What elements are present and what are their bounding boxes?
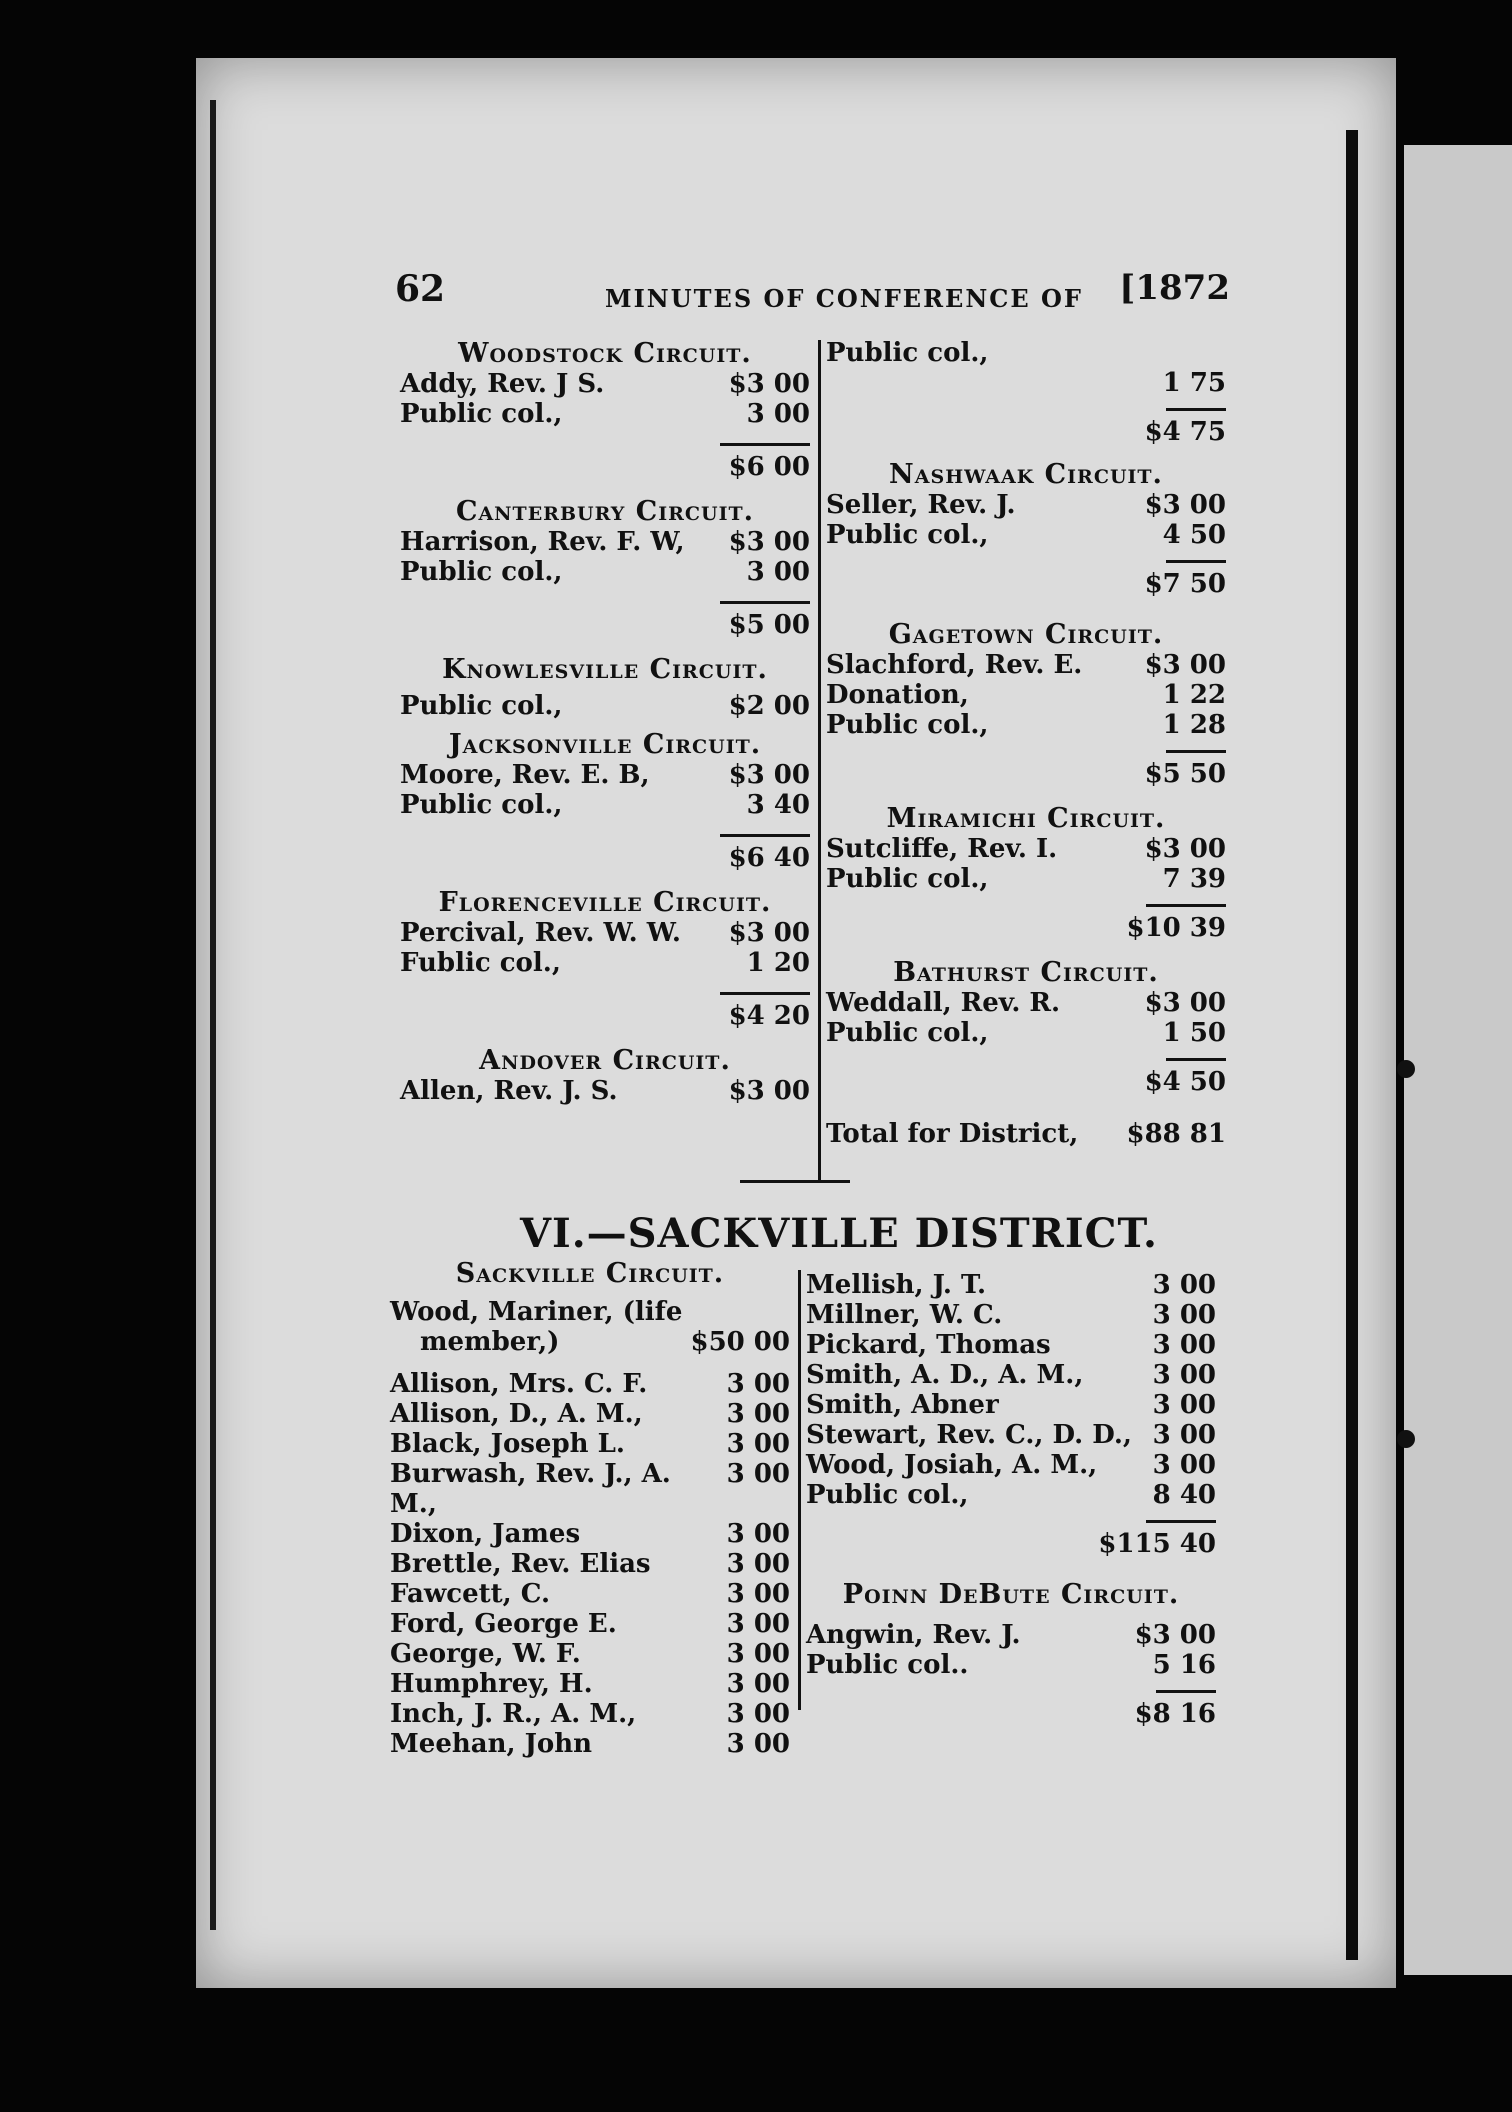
sackville-left-column xyxy=(390,1258,790,1759)
column-divider xyxy=(798,1270,801,1710)
entry-name: Public col., xyxy=(826,1018,989,1048)
circuit-total: $4 20 xyxy=(728,1001,810,1031)
entry-amount: 1 22 xyxy=(1162,680,1226,710)
entry-row xyxy=(390,1729,790,1759)
entry-amount: 3 00 xyxy=(726,1699,790,1729)
entry-name: Meehan, John xyxy=(390,1729,593,1759)
circuit-title: Miramichi Circuit. xyxy=(886,803,1166,834)
entry-name: Public col., xyxy=(400,790,563,820)
entry-amount: 3 00 xyxy=(726,1399,790,1429)
entry-name: Stewart, Rev. C., D. D., xyxy=(806,1420,1132,1450)
entry-name: member,) xyxy=(420,1327,560,1357)
entry-name: Addy, Rev. J S. xyxy=(400,369,605,399)
entry-name: Wood, Mariner, (life xyxy=(390,1297,683,1327)
entry-row xyxy=(390,1609,790,1639)
entry-name: Allen, Rev. J. S. xyxy=(400,1076,618,1106)
circuit-title: Knowlesville Circuit. xyxy=(442,654,768,685)
circuit-title: Jacksonville Circuit. xyxy=(448,729,762,760)
entry-name: Brettle, Rev. Elias xyxy=(390,1549,651,1579)
sum-rule xyxy=(1146,1520,1216,1523)
entry-amount: 3 00 xyxy=(726,1579,790,1609)
entry-row xyxy=(806,1450,1216,1480)
entry-name: Public col., xyxy=(826,710,989,740)
entry-amount: 3 00 xyxy=(1152,1390,1216,1420)
district-heading: VI.—SACKVILLE DISTRICT. xyxy=(520,1210,1158,1257)
entry-amount: 3 40 xyxy=(746,790,810,820)
entry-amount: 3 00 xyxy=(726,1429,790,1459)
entry-name: George, W. F. xyxy=(390,1639,581,1669)
circuit-block xyxy=(826,338,1226,447)
entry-name: Sutcliffe, Rev. I. xyxy=(826,834,1058,864)
circuit-block xyxy=(400,1045,810,1106)
circuit-total: $10 39 xyxy=(1126,913,1226,943)
entry-amount: 3 00 xyxy=(1152,1360,1216,1390)
entry-name: Public col., xyxy=(826,864,989,894)
entry-name: Public col., xyxy=(400,399,563,429)
entry-row xyxy=(826,650,1226,680)
entry-name: Slachford, Rev. E. xyxy=(826,650,1083,680)
district-total-amount: $88 81 xyxy=(1126,1119,1226,1149)
page-header xyxy=(395,262,1230,332)
circuit-block xyxy=(826,803,1226,943)
entry-amount: $3 00 xyxy=(728,1076,810,1106)
entry-name: Public col.. xyxy=(806,1650,969,1680)
entry-amount: $3 00 xyxy=(1144,834,1226,864)
sackville-right-column xyxy=(806,1270,1216,1729)
entry-amount: $2 00 xyxy=(728,691,810,721)
page-edge xyxy=(210,100,216,1930)
entry-amount: 7 39 xyxy=(1162,864,1226,894)
circuit-total: $5 00 xyxy=(728,610,810,640)
entry-row xyxy=(390,1669,790,1699)
entry-row xyxy=(400,527,810,557)
circuit-total: $8 16 xyxy=(1134,1699,1216,1729)
circuit-title: Florenceville Circuit. xyxy=(438,887,772,918)
entry-amount: 3 00 xyxy=(726,1729,790,1759)
entry-row xyxy=(390,1639,790,1669)
entry-row xyxy=(826,520,1226,550)
circuit-total: $5 50 xyxy=(1144,759,1226,789)
entry-name: Percival, Rev. W. W. xyxy=(400,918,681,948)
circuit-block xyxy=(826,459,1226,599)
entry-name: Moore, Rev. E. B, xyxy=(400,760,650,790)
entry-amount: 3 00 xyxy=(1152,1330,1216,1360)
entry-amount: 3 00 xyxy=(1152,1420,1216,1450)
entry-amount: $3 00 xyxy=(728,527,810,557)
entry-name: Mellish, J. T. xyxy=(806,1270,987,1300)
entry-amount: $3 00 xyxy=(1144,490,1226,520)
entry-row xyxy=(806,1620,1216,1650)
entry-name: Public col., xyxy=(806,1480,969,1510)
entry-name: Public col., xyxy=(826,520,989,550)
facing-page-edge xyxy=(1404,145,1512,1975)
sum-rule xyxy=(720,443,810,446)
entry-amount: $3 00 xyxy=(1144,988,1226,1018)
circuit-total: $7 50 xyxy=(1144,569,1226,599)
circuit-title: Gagetown Circuit. xyxy=(888,619,1164,650)
entry-row xyxy=(806,1300,1216,1330)
page-year: [1872 xyxy=(1119,268,1230,308)
entry-name: Public col., xyxy=(400,691,563,721)
circuit-block xyxy=(400,887,810,1031)
entry-row xyxy=(400,918,810,948)
entry-amount: 3 00 xyxy=(1152,1300,1216,1330)
entry-row xyxy=(400,369,810,399)
sum-rule xyxy=(1166,750,1226,753)
entry-name: Weddall, Rev. R. xyxy=(826,988,1061,1018)
entry-row xyxy=(390,1459,790,1519)
entry-amount: 3 00 xyxy=(746,557,810,587)
entry-row xyxy=(390,1399,790,1429)
entry-row xyxy=(390,1519,790,1549)
entry-amount: 3 00 xyxy=(726,1669,790,1699)
entry-row xyxy=(826,368,1226,398)
circuit-total: $6 00 xyxy=(728,452,810,482)
entry-row xyxy=(806,1270,1216,1300)
sum-rule xyxy=(720,992,810,995)
entry-name: Public col., xyxy=(826,338,989,368)
district-total-row xyxy=(826,1119,1226,1149)
entry-name: Fawcett, C. xyxy=(390,1579,551,1609)
entry-name: Seller, Rev. J. xyxy=(826,490,1016,520)
sum-rule xyxy=(1166,408,1226,411)
entry-row xyxy=(806,1390,1216,1420)
circuit-total: $115 40 xyxy=(1098,1529,1216,1559)
entry-row xyxy=(390,1369,790,1399)
entry-amount: 3 00 xyxy=(1152,1270,1216,1300)
circuit-block xyxy=(400,729,810,873)
entry-row xyxy=(806,1480,1216,1510)
circuit-title: Sackville Circuit. xyxy=(455,1258,725,1289)
column-divider xyxy=(818,340,821,1180)
sum-rule xyxy=(1166,1058,1226,1061)
entry-amount: 3 00 xyxy=(726,1369,790,1399)
sum-rule xyxy=(1146,904,1226,907)
entry-row xyxy=(806,1360,1216,1390)
entry-name: Allison, D., A. M., xyxy=(390,1399,643,1429)
district-total-label: Total for District, xyxy=(826,1119,1079,1149)
entry-name: Angwin, Rev. J. xyxy=(806,1620,1021,1650)
entry-row xyxy=(826,710,1226,740)
entry-amount: 3 00 xyxy=(726,1639,790,1669)
entry-row xyxy=(400,760,810,790)
entry-name: Burwash, Rev. J., A. M., xyxy=(390,1459,671,1519)
entry-amount: 3 00 xyxy=(726,1549,790,1579)
page-number: 62 xyxy=(395,268,446,310)
circuit-title: Bathurst Circuit. xyxy=(893,957,1159,988)
entry-name: Dixon, James xyxy=(390,1519,581,1549)
circuit-total: $4 50 xyxy=(1144,1067,1226,1097)
circuit-title: Poinn DeBute Circuit. xyxy=(842,1579,1180,1610)
entry-amount: 3 00 xyxy=(726,1609,790,1639)
entry-amount: $3 00 xyxy=(728,369,810,399)
entry-row xyxy=(400,557,810,587)
left-column-top xyxy=(400,338,810,1106)
sum-rule xyxy=(1166,560,1226,563)
entry-row xyxy=(826,864,1226,894)
entry-row xyxy=(390,1699,790,1729)
entry-name: Wood, Josiah, A. M., xyxy=(806,1450,1098,1480)
entry-row xyxy=(826,834,1226,864)
circuit-block xyxy=(400,338,810,482)
entry-name: Inch, J. R., A. M., xyxy=(390,1699,637,1729)
circuit-block xyxy=(400,654,810,721)
entry-row xyxy=(400,1076,810,1106)
sum-rule xyxy=(720,834,810,837)
entry-row xyxy=(400,790,810,820)
circuit-block xyxy=(826,957,1226,1097)
entry-row xyxy=(806,1650,1216,1680)
entry-amount: $3 00 xyxy=(728,760,810,790)
binding-hole xyxy=(1397,1430,1415,1448)
entry-name: Ford, George E. xyxy=(390,1609,617,1639)
entry-amount: $3 00 xyxy=(728,918,810,948)
circuit-block xyxy=(400,496,810,640)
binding-hole xyxy=(1397,1060,1415,1078)
entry-name: Millner, W. C. xyxy=(806,1300,1003,1330)
entry-amount: 3 00 xyxy=(726,1459,790,1489)
entry-row xyxy=(400,691,810,721)
book-spine xyxy=(1346,130,1358,1960)
entry-name: Public col., xyxy=(400,557,563,587)
entry-amount: 3 00 xyxy=(726,1519,790,1549)
entry-row xyxy=(826,988,1226,1018)
entry-name: Smith, Abner xyxy=(806,1390,999,1420)
entry-row xyxy=(390,1327,790,1357)
entry-name: Pickard, Thomas xyxy=(806,1330,1051,1360)
entry-row xyxy=(400,399,810,429)
sackville-right-entries xyxy=(806,1270,1216,1510)
entry-row xyxy=(806,1420,1216,1450)
section-rule xyxy=(740,1180,850,1183)
entry-amount: 1 50 xyxy=(1162,1018,1226,1048)
right-column-top xyxy=(826,338,1226,1149)
entry-name: Donation, xyxy=(826,680,969,710)
entry-name: Humphrey, H. xyxy=(390,1669,593,1699)
entry-amount: $3 00 xyxy=(1134,1620,1216,1650)
entry-name: Fublic col., xyxy=(400,948,561,978)
entry-amount: 3 00 xyxy=(746,399,810,429)
entry-row xyxy=(390,1549,790,1579)
entry-name: Allison, Mrs. C. F. xyxy=(390,1369,648,1399)
entry-amount: 4 50 xyxy=(1162,520,1226,550)
entry-name: Black, Joseph L. xyxy=(390,1429,625,1459)
entry-amount: 1 75 xyxy=(1162,368,1226,398)
entry-row xyxy=(400,948,810,978)
entry-name: Smith, A. D., A. M., xyxy=(806,1360,1084,1390)
entry-row xyxy=(390,1579,790,1609)
entry-name: Harrison, Rev. F. W, xyxy=(400,527,685,557)
entry-amount: $50 00 xyxy=(690,1327,790,1357)
sackville-entries xyxy=(390,1369,790,1759)
circuit-title: Nashwaak Circuit. xyxy=(889,459,1163,490)
sum-rule xyxy=(1156,1690,1216,1693)
circuit-title: Andover Circuit. xyxy=(479,1045,731,1076)
entry-amount: 5 16 xyxy=(1152,1650,1216,1680)
circuit-title: Canterbury Circuit. xyxy=(455,496,755,527)
entry-row xyxy=(826,1018,1226,1048)
entry-amount: 1 28 xyxy=(1162,710,1226,740)
entry-amount: $3 00 xyxy=(1144,650,1226,680)
circuit-title: Woodstock Circuit. xyxy=(458,338,752,369)
sum-rule xyxy=(720,601,810,604)
circuit-block xyxy=(826,619,1226,789)
entry-row xyxy=(806,1330,1216,1360)
entry-row xyxy=(390,1429,790,1459)
entry-row xyxy=(390,1297,790,1327)
circuit-total: $4 75 xyxy=(1144,417,1226,447)
entry-amount: 1 20 xyxy=(746,948,810,978)
running-title: MINUTES OF CONFERENCE OF xyxy=(605,284,1083,313)
entry-row xyxy=(826,680,1226,710)
entry-amount: 8 40 xyxy=(1152,1480,1216,1510)
entry-row xyxy=(826,338,1226,368)
entry-row xyxy=(826,490,1226,520)
entry-amount: 3 00 xyxy=(1152,1450,1216,1480)
circuit-total: $6 40 xyxy=(728,843,810,873)
